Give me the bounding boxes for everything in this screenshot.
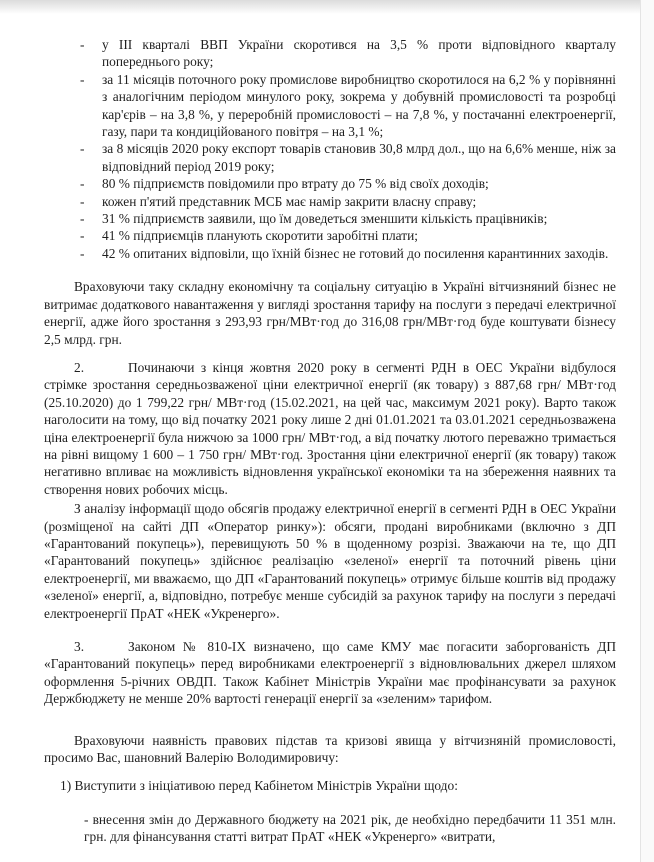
- statistics-bullet-list: [80, 36, 616, 262]
- section-3-text: Законом № 810-IX визначено, що саме КМУ має погасити заборгованість ДП «Гарантований покупець» перед виробниками електроенергії з відновлювальних джерел шляхом оформлення 5-річних ОВДП. Також Кабінет Міністрів України має профінансувати за рахунок Держбюджету не менше 20% вартості генерації енергії за «зеленим» тарифом.: [44, 639, 616, 707]
- bullet-item: - у III кварталі ВВП України скоротився на 3,5 % проти відповідного кварталу попереднього року;: [80, 37, 616, 70]
- bullet-marker: -: [80, 228, 85, 244]
- bullet-item: - за 11 місяців поточного року промислове виробництво скоротилося на 6,2 % у порівнянні з аналогічним періодом минулого року, зокрема у добувній промисловості та розробці кар'єрів – на 3,8 %, у переробній промисловості – на 7,8 %, у постачанні електроенергії, газу, пари та кондиційованого повітря – на 3,1 %;: [80, 71, 616, 140]
- section-2-text: Починаючи з кінця жовтня 2020 року в сегменті РДН в ОЕС України відбулося стрімке зростання середньозваженої ціни електричної енергії (як товару) з 887,68 грн/ МВт·год (25.10.2020) до 1 799,22 грн/ МВт·год (15.02.2021, на цей час, максимум 2021 року). Варто також наголосити на тому, що від початку 2021 року лише 2 дні 01.01.2021 та 03.01.2021 середньозважена ціна електроенергії була нижчою за 1000 грн/ МВт·год, а від початку лютого переважно тримається на рівні вищому 1 600 – 1 750 грн/ МВт·год. Зростання ціни електричної енергії (як товару) також негативно впливає на можливість відновлення української економіки та на збереження наявних та створення нових робочих місць.: [44, 359, 616, 497]
- section-3-paragraph: [44, 638, 616, 708]
- bullet-marker: -: [80, 211, 85, 227]
- section-3-number: 3.: [74, 639, 85, 654]
- bullet-marker: -: [80, 141, 85, 157]
- bullet-item: - 80 % підприємств повідомили про втрату до 75 % від своїх доходів;: [80, 176, 489, 192]
- market-analysis-paragraph: З аналізу інформації щодо обсягів продажу електричної енергії в сегменті РДН в ОЕС України (розміщеної на сайті ДП «Оператор ринку»): обсяги, продані виробниками (включно з ДП «Гарантований покупець»), перевищують 50 % в щоденному розрізі. Зважаючи на те, що ДП «Гарантований покупець» здійснює реалізацію «зеленої» енергії та поточний рівень ціни електроенергії, ми вважаємо, що ДП «Гарантований покупець» отримує більше коштів від продажу «зеленої» енергії, а, відповідно, потребує менше субсидій за рахунок тарифу на послуги з передачі електроенергії ПрАТ «НЕК «Укренерго».: [44, 501, 616, 621]
- page-edge: [640, 0, 641, 862]
- bullet-item: - кожен п'ятий представник МСБ має намір закрити власну справу;: [80, 193, 477, 209]
- request-paragraph: Враховуючи наявність правових підстав та кризові явища у вітчизняній промисловості, просимо Вас, шановний Валерію Володимировичу:: [44, 732, 616, 766]
- request-subitem: - внесення змін до Державного бюджету на 2021 рік, де необхідно передбачити 11 351 млн. грн. для фінансування статті витрат ПрАТ «НЕК «Укренерго» «витрати,: [84, 811, 616, 845]
- bullet-marker: -: [80, 37, 85, 52]
- section-2-number: 2.: [74, 359, 85, 375]
- request-item-1-number: 1): [60, 778, 72, 794]
- situation-paragraph: Враховуючи таку складну економічну та соціальну ситуацію в Україні вітчизняний бізнес не витримає додаткового навантаження у вигляді зростання тарифу на послуги з передачі електричної енергії, адже його зростання з 293,93 грн/МВт·год до 316,08 грн/МВт·год буде коштувати бізнесу 2,5 млрд. грн.: [44, 279, 616, 347]
- bullet-marker: -: [80, 245, 85, 261]
- section-2-paragraph: [44, 359, 616, 498]
- request-item-1: [60, 777, 616, 794]
- bullet-item: - 42 % опитаних відповіли, що їхній бізнес не готовий до посилення карантинних заходів.: [80, 245, 609, 261]
- bullet-item: - 41 % підприємців планують скоротити заробітні плати;: [80, 228, 419, 244]
- bullet-marker: -: [80, 71, 85, 87]
- bullet-marker: -: [80, 176, 85, 192]
- bullet-item: - за 8 місяців 2020 року експорт товарів становив 30,8 млрд дол., що на 6,6% менше, ніж за відповідний період 2019 року;: [80, 141, 616, 174]
- request-item-1-text: Виступити з ініціативою перед Кабінетом Міністрів України щодо:: [74, 778, 458, 794]
- bullet-marker: -: [80, 193, 85, 209]
- viewer-background: [641, 0, 654, 862]
- bullet-item: - 31 % підприємств заявили, що їм доведеться зменшити кількість працівників;: [80, 211, 548, 227]
